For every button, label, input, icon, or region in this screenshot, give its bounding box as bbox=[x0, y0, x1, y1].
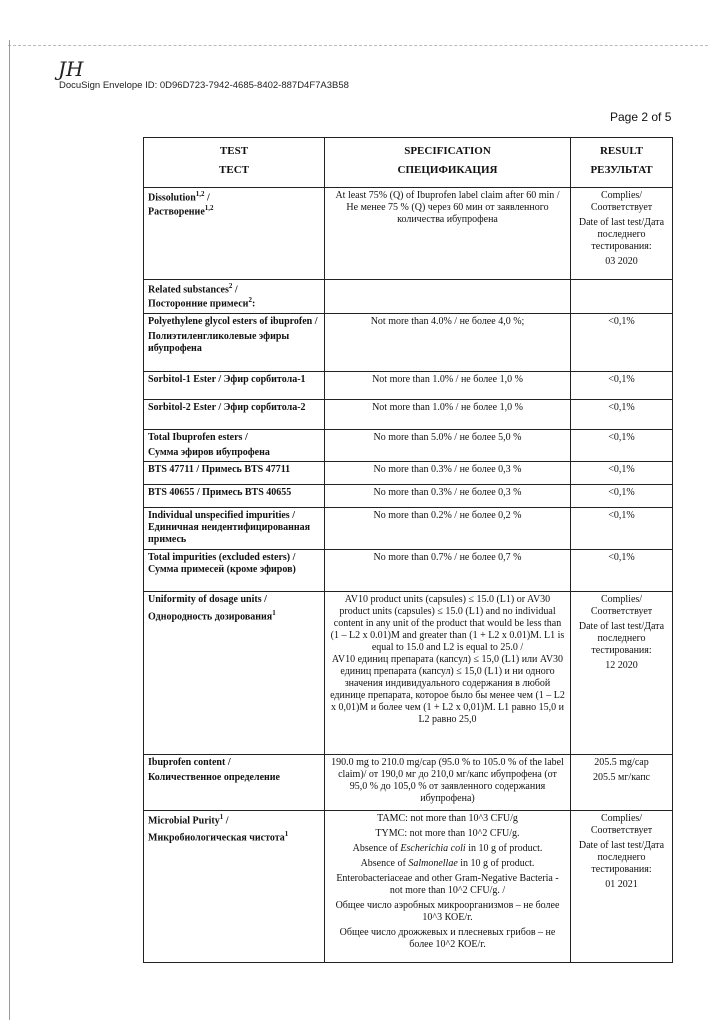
docusign-envelope-id: DocuSign Envelope ID: 0D96D723-7942-4685-8402-887D4F7A3B58 bbox=[59, 80, 349, 91]
test-cell: Polyethylene glycol esters of ibuprofen / Полиэтиленгликолевые эфиры ибупрофена bbox=[144, 313, 325, 371]
row-total-impurities bbox=[144, 549, 673, 591]
spec-cell: No more than 0.7% / не более 0,7 % bbox=[325, 549, 571, 591]
result-cell: Complies/ Соответствует Date of last test/Дата последнего тестирования: 03 2020 bbox=[571, 188, 673, 280]
row-total-esters bbox=[144, 429, 673, 461]
row-dissolution bbox=[144, 188, 673, 280]
result-cell: <0,1% bbox=[571, 549, 673, 591]
spec-cell bbox=[325, 280, 571, 314]
spec-cell: No more than 5.0% / не более 5,0 % bbox=[325, 429, 571, 461]
left-margin-rule bbox=[9, 40, 10, 1020]
row-microbial-purity bbox=[144, 810, 673, 962]
spec-cell: TAMC: not more than 10^3 CFU/g TYMC: not more than 10^2 CFU/g. Absence of Escherichia coli in 10 g of product. Absence of Salmonellae in 10 g of product. Enterobacteriaceae and other Gram-Negative Bacteria - not more than 10^2 CFU/g. / Общее число аэробных микроорганизмов – не более 10^3 КОЕ/г. Общее число дрожжевых и плесневых грибов – не более 10^2 КОЕ/г. bbox=[325, 810, 571, 962]
result-cell: Complies/ Соответствует Date of last test/Дата последнего тестирования: 12 2020 bbox=[571, 591, 673, 754]
page-number: Page 2 of 5 bbox=[610, 110, 672, 124]
result-cell: <0,1% bbox=[571, 399, 673, 429]
header-specification: SPECIFICATION СПЕЦИФИКАЦИЯ bbox=[325, 138, 571, 188]
test-cell: Total Ibuprofen esters / Сумма эфиров ибупрофена bbox=[144, 429, 325, 461]
test-cell: Ibuprofen content / Количественное определение bbox=[144, 754, 325, 810]
row-uniformity bbox=[144, 591, 673, 754]
row-individual-impurities bbox=[144, 507, 673, 549]
test-results-table bbox=[143, 137, 673, 963]
row-bts-40655 bbox=[144, 484, 673, 507]
spec-cell: AV10 product units (capsules) ≤ 15.0 (L1) or AV30 product units (capsules) ≤ 15.0 (L1) and no individual content in any unit of the product that would be less than (1 – L2 x 0.01)M and greater than (1 + L2 x 0.01)M. L1 is equal to 15.0 and L2 is equal to 25.0 / AV10 единиц препарата (капсул) ≤ 15,0 (L1) или AV30 единиц препарата (капсул) ≤ 15,0 (L1) и ни одного значения индивидуального содержания в любой единице препарата, которое было бы менее чем (1 – L2 x 0,01)M и более чем (1 + L2 x 0,01)M. L1 равно 15,0 и L2 равно 25,0 bbox=[325, 591, 571, 754]
test-cell: BTS 47711 / Примесь BTS 47711 bbox=[144, 461, 325, 484]
header-result: RESULT РЕЗУЛЬТАТ bbox=[571, 138, 673, 188]
test-cell: Total impurities (excluded esters) / Сумма примесей (кроме эфиров) bbox=[144, 549, 325, 591]
test-cell: Uniformity of dosage units / Однородность дозирования$^1$ bbox=[144, 591, 325, 754]
test-cell: Related substances$^2$ / Посторонние примеси$^2$: bbox=[144, 280, 325, 314]
test-cell: Microbial Purity$^1$ / Микробиологическая чистота$^1$ bbox=[144, 810, 325, 962]
result-cell bbox=[571, 280, 673, 314]
row-related-substances bbox=[144, 280, 673, 314]
spec-cell: Not more than 4.0% / не более 4,0 %; bbox=[325, 313, 571, 371]
row-sorbitol-1 bbox=[144, 371, 673, 399]
top-dashed-rule bbox=[8, 45, 708, 46]
spec-cell: No more than 0.3% / не более 0,3 % bbox=[325, 461, 571, 484]
test-cell: Individual unspecified impurities / Единичная неидентифицированная примесь bbox=[144, 507, 325, 549]
spec-cell: Not more than 1.0% / не более 1,0 % bbox=[325, 399, 571, 429]
result-cell: <0,1% bbox=[571, 371, 673, 399]
result-cell: Complies/ Соответствует Date of last test/Дата последнего тестирования: 01 2021 bbox=[571, 810, 673, 962]
result-cell: <0,1% bbox=[571, 507, 673, 549]
result-cell: <0,1% bbox=[571, 429, 673, 461]
spec-cell: Not more than 1.0% / не более 1,0 % bbox=[325, 371, 571, 399]
spec-cell: No more than 0.2% / не более 0,2 % bbox=[325, 507, 571, 549]
result-cell: <0,1% bbox=[571, 484, 673, 507]
test-cell: Sorbitol-1 Ester / Эфир сорбитола-1 bbox=[144, 371, 325, 399]
test-cell: Dissolution$^{1,2}$ / Растворение$^{1,2}$ bbox=[144, 188, 325, 280]
table-header-row bbox=[144, 138, 673, 188]
spec-cell: At least 75% (Q) of Ibuprofen label claim after 60 min / Не менее 75 % (Q) через 60 мин от заявленного количества ибупрофена bbox=[325, 188, 571, 280]
spec-cell: No more than 0.3% / не более 0,3 % bbox=[325, 484, 571, 507]
row-ibuprofen-content bbox=[144, 754, 673, 810]
header-test: TEST ТЕСТ bbox=[144, 138, 325, 188]
handwritten-initials: JH bbox=[58, 57, 84, 81]
result-cell: <0,1% bbox=[571, 461, 673, 484]
row-bts-47711 bbox=[144, 461, 673, 484]
test-cell: BTS 40655 / Примесь BTS 40655 bbox=[144, 484, 325, 507]
result-cell: 205.5 mg/cap 205.5 мг/капс bbox=[571, 754, 673, 810]
spec-cell: 190.0 mg to 210.0 mg/cap (95.0 % to 105.0 % of the label claim)/ от 190,0 мг до 210,0 мг/капс ибупрофена (от 95,0 % до 105,0 % от заявленного содержания ибупрофена) bbox=[325, 754, 571, 810]
row-peg-esters bbox=[144, 313, 673, 371]
test-cell: Sorbitol-2 Ester / Эфир сорбитола-2 bbox=[144, 399, 325, 429]
result-cell: <0,1% bbox=[571, 313, 673, 371]
row-sorbitol-2 bbox=[144, 399, 673, 429]
